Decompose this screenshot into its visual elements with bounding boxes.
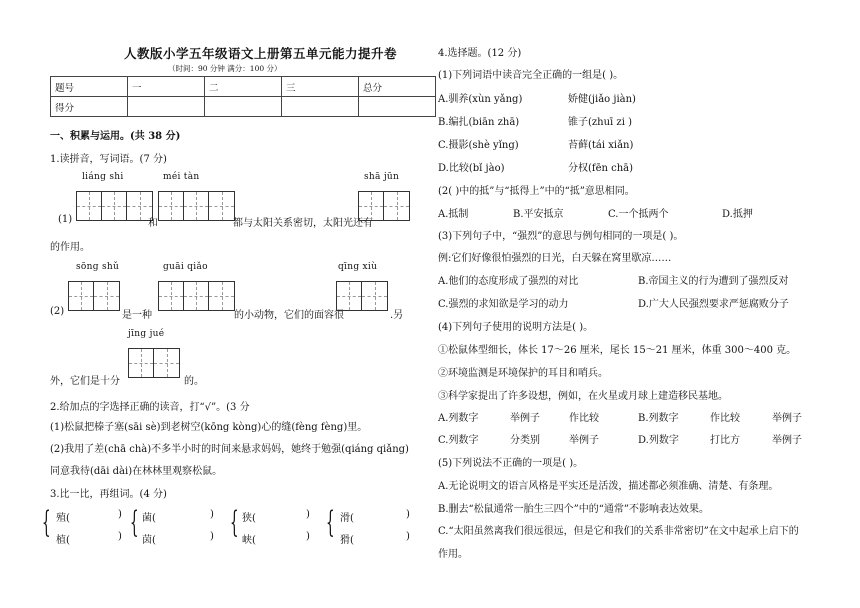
option[interactable]: A.驯养(xùn yǎng) xyxy=(438,94,523,105)
option-word: 苔藓(tái xiǎn) xyxy=(568,140,634,151)
q1-text: 的。 xyxy=(184,376,204,387)
pinyin: guāi qiǎo xyxy=(163,262,208,272)
option[interactable]: B.删去“松鼠通常一胎生三四个”中的“通常”不影响表达效果。 xyxy=(438,504,709,515)
brace-icon: { xyxy=(230,505,239,540)
writing-grid[interactable] xyxy=(76,191,153,221)
q1-text: 是一种 xyxy=(122,310,152,321)
writing-grid[interactable] xyxy=(336,281,388,311)
score-table-score-row xyxy=(51,97,436,117)
q4-sub-question: (3)下列句子中，“强烈”的意思与例句相同的一项是( )。 xyxy=(438,231,684,242)
pinyin: liáng shi xyxy=(82,172,124,182)
q4-sub-question: (1)下列词语中读音完全正确的一组是( )。 xyxy=(438,70,624,81)
pinyin: jīng jué xyxy=(128,329,165,339)
q2-sentence: (1)松鼠把榛子塞(sāi sè)到老树空(kōng kòng)心的缝(fèng fèng)里。 xyxy=(50,422,368,433)
q1-text: 的作用。 xyxy=(50,242,90,253)
exam-subtitle: （时间：90 分钟 满分：100 分） xyxy=(168,64,282,73)
option-word: 锥子(zhuī zi ) xyxy=(568,117,632,128)
pinyin: shā jūn xyxy=(364,172,400,182)
sentence: ③科学家提出了许多设想，例如，在火星或月球上建造移民基地。 xyxy=(438,391,728,402)
pinyin: qīng xiù xyxy=(338,262,378,272)
option-word: 举例子 xyxy=(510,413,540,424)
option[interactable]: B.平安抵京 xyxy=(513,209,564,220)
pinyin: méi tàn xyxy=(163,172,200,182)
option[interactable]: D.比较(bǐ jào) xyxy=(438,163,505,174)
blank-close: ) xyxy=(210,531,214,542)
q2-sentence: (2)我用了差(chā chà)不多半小时的时间来悬求妈妈，她终于勉强(qiáng qiǎng) xyxy=(50,444,409,455)
exam-title: 人教版小学五年级语文上册第五单元能力提升卷 xyxy=(124,46,398,61)
option[interactable]: A.抵制 xyxy=(438,209,469,220)
q2-title: 2.给加点的字选择正确的读音，打“√”。(3 分 xyxy=(50,402,250,413)
writing-grid[interactable] xyxy=(128,348,180,378)
blank-close: ) xyxy=(406,509,410,520)
score-input-cell[interactable] xyxy=(205,97,282,117)
option[interactable]: D.列数字 xyxy=(638,435,679,446)
blank-close: ) xyxy=(306,531,310,542)
score-table-cell: 得分 xyxy=(51,97,128,117)
writing-grid[interactable] xyxy=(358,191,410,221)
option[interactable]: C.列数字 xyxy=(438,435,479,446)
option-word: 打比方 xyxy=(710,435,740,446)
option[interactable]: B.帝国主义的行为遭到了强烈反对 xyxy=(638,276,789,287)
score-input-cell[interactable] xyxy=(128,97,205,117)
option[interactable]: C.摄影(shè yǐng) xyxy=(438,140,519,151)
q1-line-number: (2) xyxy=(50,306,65,317)
q4-sub-question: (4)下列句子使用的说明方法是( )。 xyxy=(438,322,594,333)
q1-title: 1.读拼音，写词语。(7 分) xyxy=(50,154,167,165)
sentence: ②环境监测是环境保护的耳目和哨兵。 xyxy=(438,368,608,379)
q1-text: 都与太阳关系密切，太阳光还有 xyxy=(233,218,373,229)
q1-text: 和 xyxy=(148,218,158,229)
option[interactable]: B.列数字 xyxy=(638,413,679,424)
blank-close: ) xyxy=(406,531,410,542)
example-sentence: 例:它们好像很怕强烈的日光，白天躲在窝里歇凉…… xyxy=(438,253,672,264)
option[interactable]: D.广大人民强烈要求严惩腐败分子 xyxy=(638,299,789,310)
q1-text: .另 xyxy=(390,310,404,321)
score-table-cell: 总分 xyxy=(359,77,436,97)
option[interactable]: B.编扎(biān zhā) xyxy=(438,117,520,128)
option[interactable]: D.抵押 xyxy=(722,209,753,220)
compare-char: 猾( xyxy=(340,535,354,546)
option-word: 分类别 xyxy=(510,435,540,446)
compare-char: 峡( xyxy=(242,535,256,546)
blank-close: ) xyxy=(306,509,310,520)
sentence: ①松鼠体型细长，体长 17～26 厘米，尾长 15～21 厘米，体重 300～400 克。 xyxy=(438,345,797,356)
q2-sentence: 同意我待(dāi dài)在林林里观察松鼠。 xyxy=(50,466,223,477)
brace-icon: { xyxy=(42,505,51,540)
q4-sub-question: (2( )中的抵”与“抵得上”中的“抵”意思相同。 xyxy=(438,186,635,197)
option[interactable]: A.列数字 xyxy=(438,413,479,424)
option-word: 举例子 xyxy=(569,435,599,446)
score-input-cell[interactable] xyxy=(282,97,359,117)
score-table-cell: 三 xyxy=(282,77,359,97)
compare-char: 狭( xyxy=(242,513,256,524)
blank-close: ) xyxy=(118,509,122,520)
writing-grid[interactable] xyxy=(158,281,235,311)
option[interactable]: C.“太阳虽然离我们很远很远，但是它和我们的关系非常密切”在文中起承上启下的 xyxy=(438,526,799,537)
q3-title: 3.比一比，再组词。(4 分) xyxy=(50,489,167,500)
option[interactable]: A.他们的态度形成了强烈的对比 xyxy=(438,276,579,287)
option-word: 娇健(jiǎo jiàn) xyxy=(568,94,636,105)
option-word: 分权(fēn chā) xyxy=(568,163,634,174)
compare-char: 殖( xyxy=(56,513,70,524)
score-table-cell: 一 xyxy=(128,77,205,97)
brace-icon: { xyxy=(326,505,335,540)
compare-char: 植( xyxy=(56,535,70,546)
option-word: 作比较 xyxy=(710,413,740,424)
option[interactable]: C.一个抵两个 xyxy=(608,209,669,220)
writing-grid[interactable] xyxy=(158,191,235,221)
score-input-cell[interactable] xyxy=(359,97,436,117)
score-table-cell: 二 xyxy=(205,77,282,97)
option-continuation: 作用。 xyxy=(438,549,468,560)
score-table-header-row xyxy=(51,77,436,97)
option[interactable]: A.无论说明文的语言风格是平实还是活泼，描述都必须准确、清楚、有条理。 xyxy=(438,481,779,492)
option[interactable]: C.强烈的求知欲是学习的动力 xyxy=(438,299,569,310)
q4-title: 4.选择题。(12 分) xyxy=(438,48,522,59)
q4-sub-question: (5)下列说法不正确的一项是( )。 xyxy=(438,458,584,469)
q1-text: 的小动物，它们的面容很 xyxy=(234,310,344,321)
blank-close: ) xyxy=(210,509,214,520)
blank-close: ) xyxy=(118,531,122,542)
writing-grid[interactable] xyxy=(68,281,120,311)
option-word: 举例子 xyxy=(772,435,802,446)
brace-icon: { xyxy=(130,505,139,540)
compare-char: 茵( xyxy=(142,535,156,546)
option-word: 举例子 xyxy=(772,413,802,424)
compare-char: 菌( xyxy=(142,513,156,524)
score-table-cell: 题号 xyxy=(51,77,128,97)
section-heading: 一、积累与运用。(共 38 分) xyxy=(50,131,181,142)
pinyin: sōng shǔ xyxy=(76,262,120,272)
q1-text: 外，它们是十分 xyxy=(50,376,120,387)
compare-char: 滑( xyxy=(340,513,354,524)
option-word: 作比较 xyxy=(569,413,599,424)
q1-line-number: (1) xyxy=(58,214,73,225)
score-table xyxy=(50,76,436,117)
